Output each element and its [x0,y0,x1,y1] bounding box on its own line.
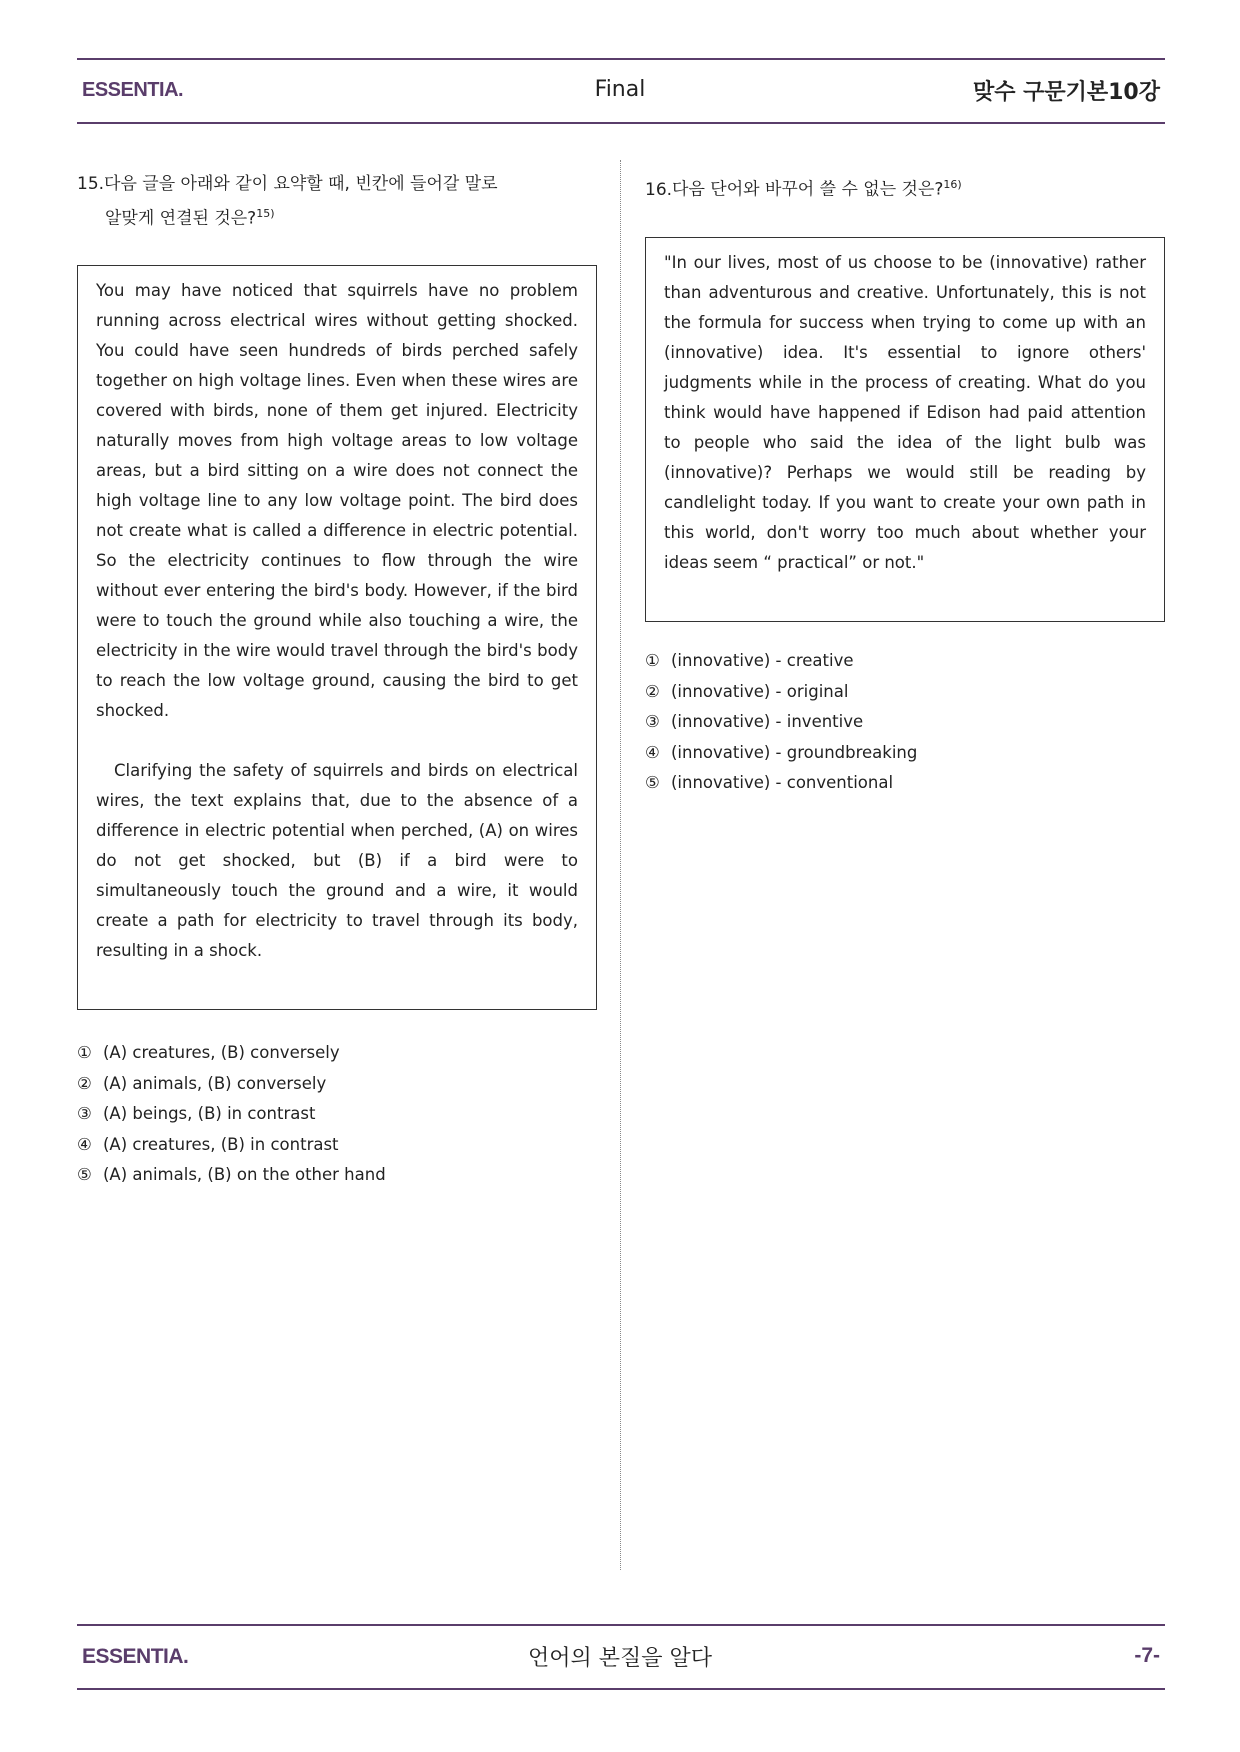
answer-option[interactable]: ① (innovative) - creative [645,651,854,670]
header-title: Final [594,77,646,102]
question-15-options [77,1038,386,1191]
answer-option[interactable]: ③ (innovative) - inventive [645,712,864,731]
footer-brand-logo: ESSENTIA. [82,1645,189,1668]
question-prompt-line1: 다음 글을 아래와 같이 요약할 때, 빈칸에 들어갈 말로 [104,174,498,194]
footer-top-rule [77,1624,1165,1626]
summary-text: Clarifying the safety of squirrels and birds on electrical wires, the text explains that, due to the absence of a difference in electric potential when perched, (A) on wires do not get shocked, but (B) if a bird were to simultaneously touch the ground and a wire, it would create a path for electricity to travel through its body, resulting in a shock. [96,761,578,960]
answer-option[interactable]: ④ (A) creatures, (B) in contrast [77,1134,339,1154]
footer-slogan: 언어의 본질을 알다 [527,1646,712,1671]
passage-text: "In our lives, most of us choose to be (innovative) rather than adventurous and creative. Unfortunately, this is not the formula for success when trying to come up with an (innovative) idea. It's essential to ignore others' judgments while in the process of creating. What do you think would have happened if Edison had paid attention to people who said the idea of the light bulb was (innovative)? Perhaps we would still be reading by candlelight today. If you want to create your own path in this world, don't worry too much about whether your ideas seem “ practical” or not." [664,253,1146,572]
answer-option[interactable]: ② (innovative) - original [645,681,849,701]
question-16-prompt [645,170,1165,205]
footer-bottom-rule [77,1688,1165,1690]
page-number: -7- [1134,1644,1160,1667]
header-course-title: 맞수 구문기본10강 [972,80,1160,105]
question-number: 15. [77,174,105,194]
answer-option[interactable]: ② (A) animals, (B) conversely [77,1073,327,1093]
header-top-rule [77,58,1165,60]
header-brand-logo: ESSENTIA. [82,79,184,101]
question-prompt-line2: 알맞게 연결된 것은? [105,208,257,229]
answer-option[interactable]: ③ (A) beings, (B) in contrast [77,1104,316,1123]
question-number: 16. [645,179,673,200]
answer-option[interactable]: ① (A) creatures, (B) conversely [77,1043,340,1062]
header-bottom-rule [77,122,1165,124]
question-16-passage-box [645,237,1165,622]
question-prompt: 다음 단어와 바꾸어 쓸 수 없는 것은? [672,179,944,200]
answer-option[interactable]: ④ (innovative) - groundbreaking [645,742,918,762]
answer-option[interactable]: ⑤ (innovative) - conventional [645,773,894,792]
column-divider [620,160,621,1570]
passage-text: You may have noticed that squirrels have no problem running across electrical wires without getting shocked. You could have seen hundreds of birds perched safely together on high voltage lines. Even when these wires are covered with birds, none of them get injured. Electricity naturally moves from high voltage areas to low voltage areas, but a bird sitting on a wire does not connect the high voltage line to any low voltage point. The bird does not create what is called a difference in electric potential. So the electricity continues to flow through the wire without ever entering the bird's body. However, if the bird were to touch the ground while also touching a wire, the electricity in the wire would travel through the bird's body to reach the low voltage ground, causing the bird to get shocked. [96,281,578,720]
answer-option[interactable]: ⑤ (A) animals, (B) on the other hand [77,1165,386,1184]
question-15-passage-box [77,265,597,1010]
footnote-marker: 16) [943,178,962,191]
question-16-options [645,646,917,799]
footnote-marker: 15) [256,207,275,220]
question-15-prompt [77,170,597,234]
